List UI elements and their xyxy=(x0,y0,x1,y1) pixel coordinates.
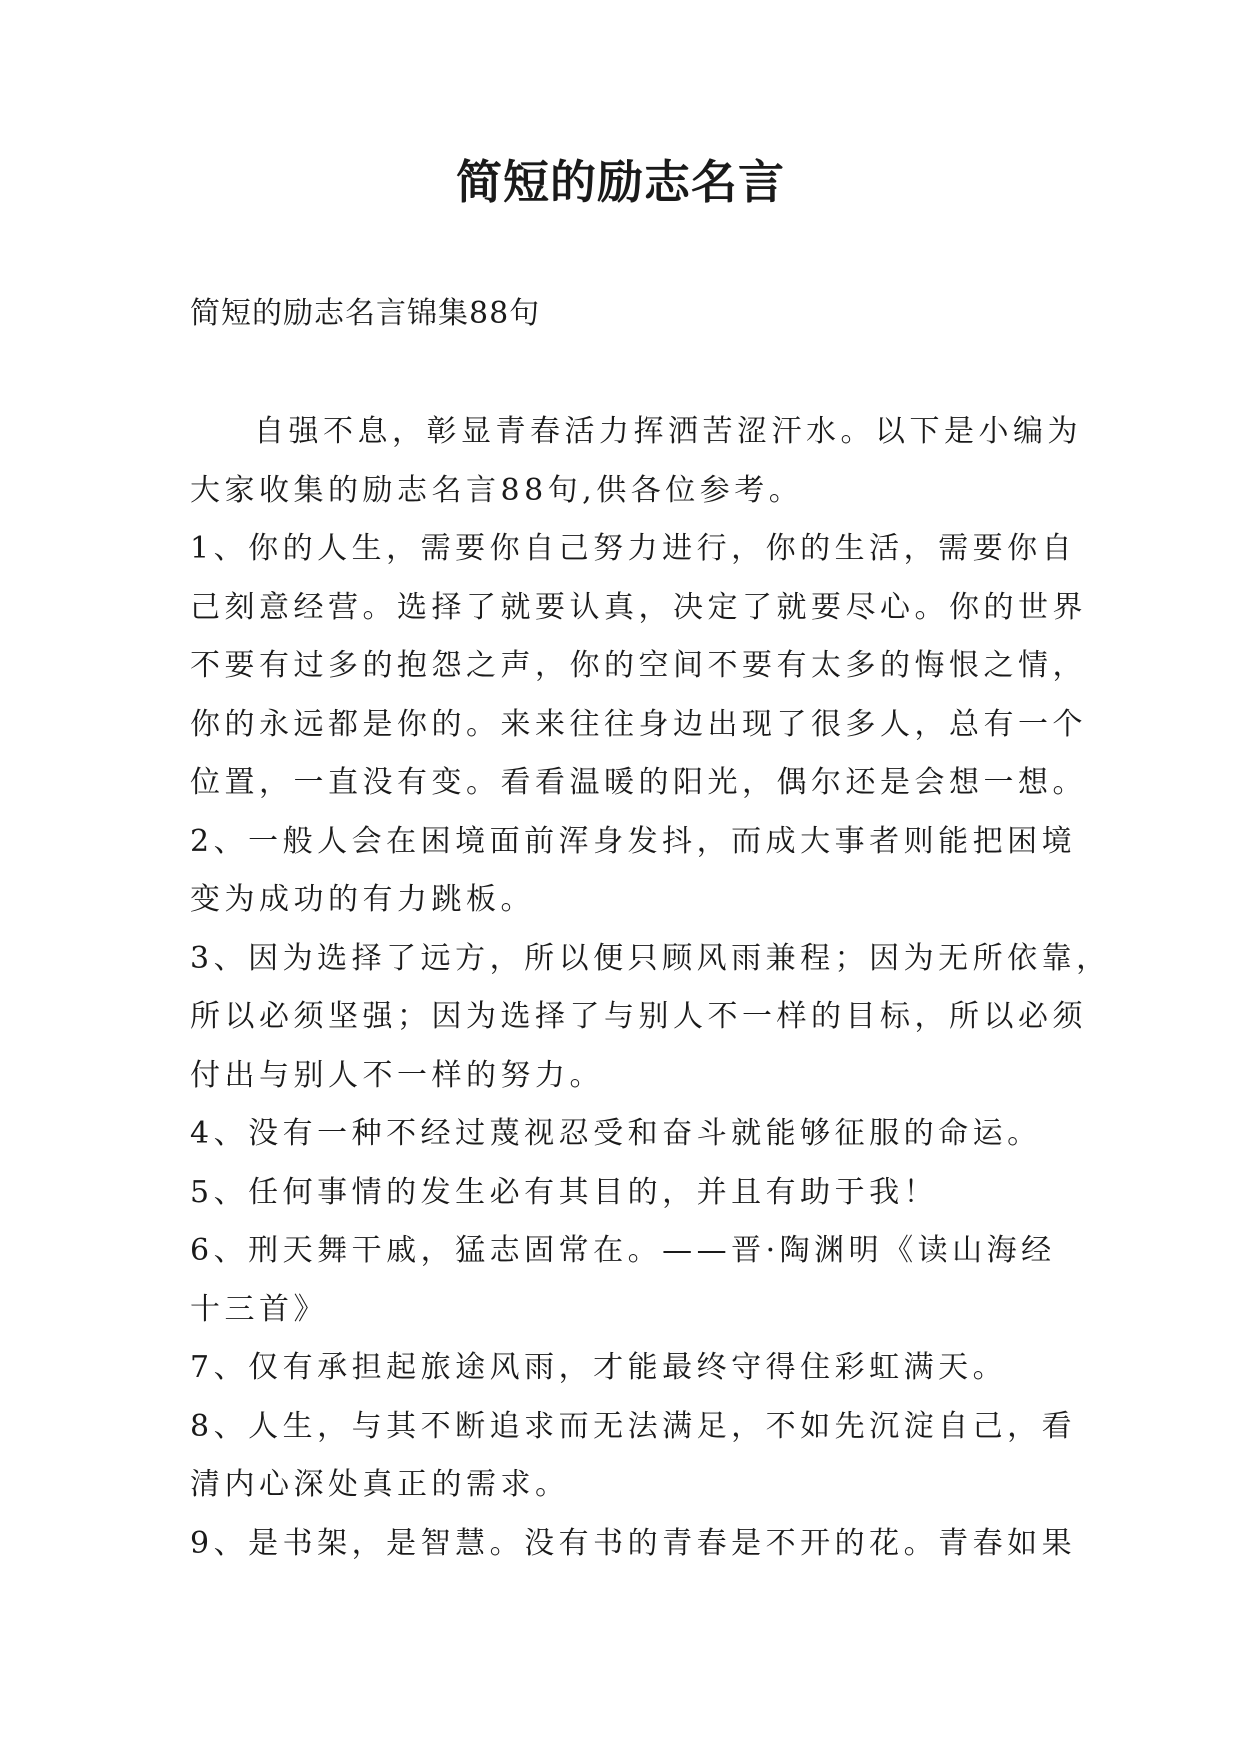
body-line: 不要有过多的抱怨之声，你的空间不要有太多的悔恨之情， xyxy=(190,648,1087,683)
body-line: 你的永远都是你的。来来往往身边出现了很多人，总有一个 xyxy=(190,706,1087,742)
body-line: 大家收集的励志名言88句,供各位参考。 xyxy=(190,472,804,508)
body-line: 3、因为选择了远方，所以便只顾风雨兼程；因为无所依靠， xyxy=(190,940,1111,976)
body-line: 所以必须坚强；因为选择了与别人不一样的目标，所以必须 xyxy=(190,999,1087,1034)
body-line: 8、人生，与其不断追求而无法满足，不如先沉淀自己，看 xyxy=(190,1408,1077,1444)
body-line: 己刻意经营。选择了就要认真，决定了就要尽心。你的世界 xyxy=(190,589,1087,625)
body-line: 2、一般人会在困境面前浑身发抖，而成大事者则能把困境 xyxy=(190,823,1077,859)
body-line: 变为成功的有力跳板。 xyxy=(190,882,535,917)
body-line: 十三首》 xyxy=(190,1291,328,1327)
document-body xyxy=(190,410,1111,1580)
body-line: 位置，一直没有变。看看温暖的阳光，偶尔还是会想一想。 xyxy=(190,765,1087,800)
body-line: 4、没有一种不经过蔑视忍受和奋斗就能够征服的命运。 xyxy=(190,1116,1042,1151)
body-line: 1、你的人生，需要你自己努力进行，你的生活，需要你自 xyxy=(190,531,1077,566)
document-title: 简短的励志名言 xyxy=(456,155,785,209)
body-line: 付出与别人不一样的努力。 xyxy=(190,1057,604,1093)
body-line: 7、仅有承担起旅途风雨，才能最终守得住彩虹满天。 xyxy=(190,1350,1008,1385)
body-line: 清内心深处真正的需求。 xyxy=(190,1467,570,1502)
body-line: 6、刑天舞干戚，猛志固常在。——晋·陶渊明《读山海经 xyxy=(190,1233,1056,1268)
body-line: 5、任何事情的发生必有其目的，并且有助于我！ xyxy=(190,1174,939,1210)
body-line: 9、是书架，是智慧。没有书的青春是不开的花。青春如果 xyxy=(190,1525,1077,1561)
document-subtitle: 简短的励志名言锦集88句 xyxy=(190,296,541,331)
body-line: 自强不息，彰显青春活力挥洒苦涩汗水。以下是小编为 xyxy=(254,414,1082,449)
